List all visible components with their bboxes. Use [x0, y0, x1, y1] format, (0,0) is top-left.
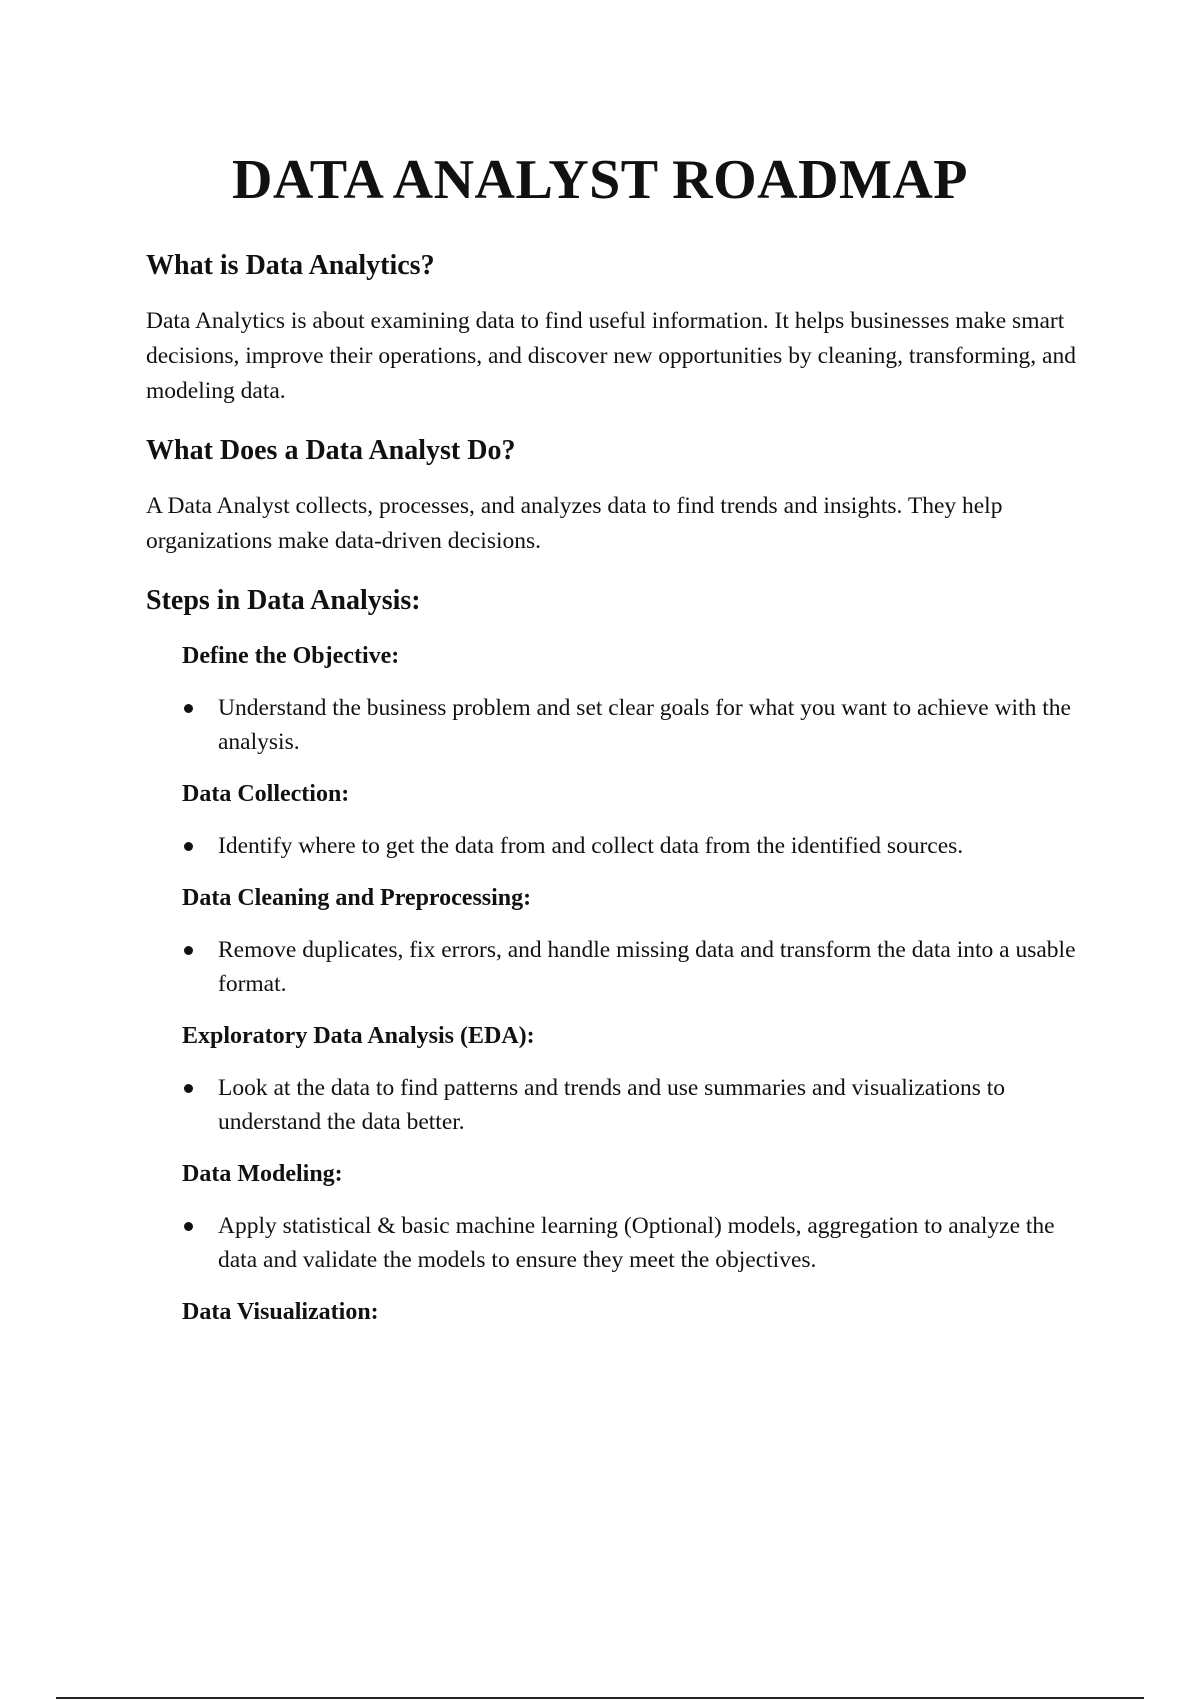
step-bullets-eda — [182, 1071, 1086, 1139]
list-item — [182, 1071, 1086, 1139]
step-bullets-data-collection — [182, 829, 1086, 863]
section-paragraph-what-does-analyst-do: A Data Analyst collects, processes, and analyzes data to find trends and insights. They help organizations make data-driven decisions. — [146, 493, 1003, 554]
list-item — [182, 933, 1086, 1001]
page-bottom-divider — [56, 1697, 1144, 1699]
document-body — [146, 246, 1086, 1347]
section-heading-what-is-data-analytics: What is Data Analytics? — [146, 250, 435, 281]
bullet-icon — [184, 842, 193, 851]
list-item-text: Look at the data to find patterns and trends and use summaries and visualizations to understand the data better. — [218, 1075, 1006, 1135]
step-bullets-data-cleaning — [182, 933, 1086, 1001]
step-title-define-objective: Define the Objective: — [182, 643, 400, 669]
page-title: DATA ANALYST ROADMAP — [231, 149, 969, 211]
list-item — [182, 691, 1086, 759]
section-heading-what-does-analyst-do: What Does a Data Analyst Do? — [146, 435, 516, 466]
list-item-text: Remove duplicates, fix errors, and handle missing data and transform the data into a usable format. — [218, 937, 1076, 997]
step-title-data-visualization: Data Visualization: — [182, 1299, 379, 1325]
bullet-icon — [184, 1084, 193, 1093]
list-item-text: Identify where to get the data from and collect data from the identified sources. — [218, 833, 964, 859]
list-item — [182, 829, 1086, 863]
step-title-eda: Exploratory Data Analysis (EDA): — [182, 1023, 535, 1049]
bullet-icon — [184, 704, 193, 713]
step-title-data-modeling: Data Modeling: — [182, 1161, 343, 1187]
step-title-data-cleaning: Data Cleaning and Preprocessing: — [182, 885, 532, 911]
list-item-text: Understand the business problem and set clear goals for what you want to achieve with the analysis. — [218, 695, 1071, 755]
step-title-data-collection: Data Collection: — [182, 781, 350, 807]
section-heading-steps: Steps in Data Analysis: — [146, 585, 421, 616]
step-bullets-define-objective — [182, 691, 1086, 759]
steps-list — [182, 639, 1086, 1329]
list-item-text: Apply statistical & basic machine learning (Optional) models, aggregation to analyze the data and validate the models to ensure they meet the objectives. — [218, 1213, 1055, 1273]
bullet-icon — [184, 1222, 193, 1231]
step-bullets-data-modeling — [182, 1209, 1086, 1277]
list-item — [182, 1209, 1086, 1277]
section-paragraph-what-is-data-analytics: Data Analytics is about examining data to find useful information. It helps businesses make smart decisions, improve their operations, and discover new opportunities by cleaning, transforming, and modeling data. — [146, 308, 1076, 404]
bullet-icon — [184, 946, 193, 955]
